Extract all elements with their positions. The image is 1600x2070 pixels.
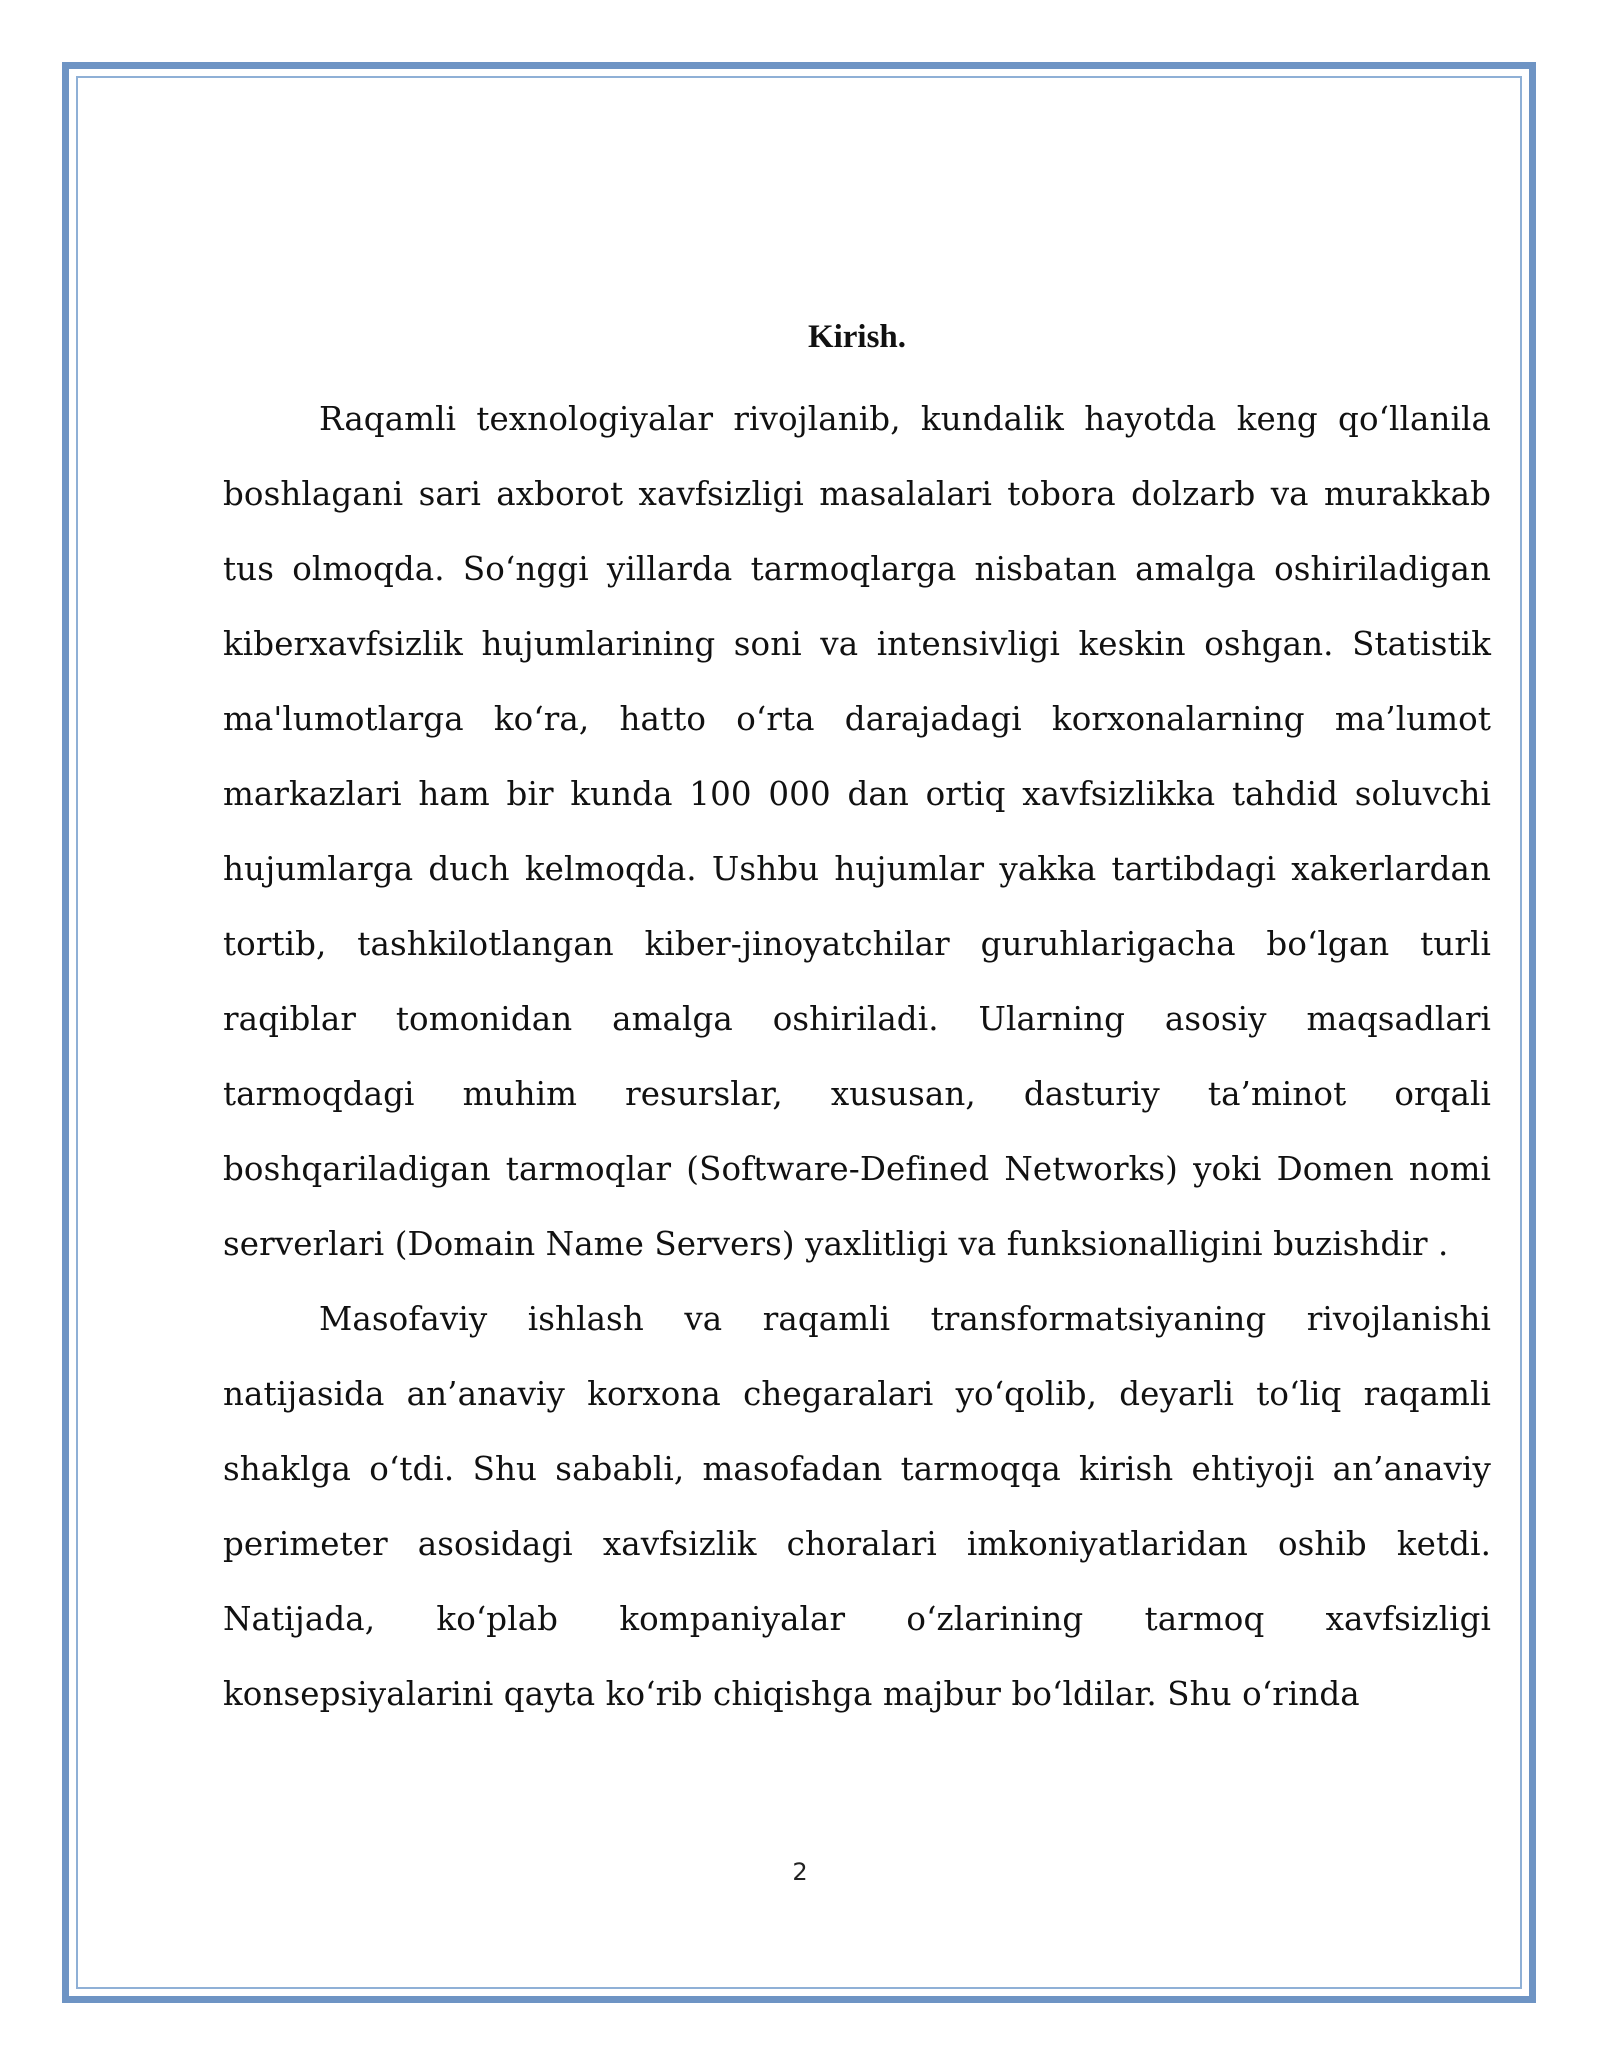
paragraph-2: Masofaviy ishlash va raqamli transformatsiyaning rivojlanishi natijasida an’anaviy korxona chegaralari yo‘qolib, deyarli to‘liq raqamli shaklga o‘tdi. Shu sababli, masofadan tarmoqqa kirish ehtiyoji an’anaviy perimeter asosidagi xavfsizlik choralari imkoniyatlaridan oshib ketdi. Natijada, ko‘plab kompaniyalar o‘zlarining tarmoq xavfsizligi konsepsiyalarini qayta ko‘rib chiqishga majbur bo‘ldilar. Shu o‘rinda [223, 1300, 1491, 1713]
document-body [223, 312, 1491, 1732]
paragraph-1: Raqamli texnologiyalar rivojlanib, kundalik hayotda keng qo‘llanila boshlagani sari axborot xavfsizligi masalalari tobora dolzarb va murakkab tus olmoqda. So‘nggi yillarda tarmoqlarga nisbatan amalga oshiriladigan kiberxavfsizlik hujumlarining soni va intensivligi keskin oshgan. Statistik ma'lumotlarga ko‘ra, hatto o‘rta darajadagi korxonalarning ma’lumot markazlari ham bir kunda 100 000 dan ortiq xavfsizlikka tahdid soluvchi hujumlarga duch kelmoqda. Ushbu hujumlar yakka tartibdagi xakerlardan tortib, tashkilotlangan kiber-jinoyatchilar guruhlarigacha bo‘lgan turli raqiblar tomonidan amalga oshiriladi. Ularning asosiy maqsadlari tarmoqdagi muhim resurslar, xususan, dasturiy ta’minot orqali boshqariladigan tarmoqlar (Software-Defined Networks) yoki Domen nomi serverlari (Domain Name Servers) yaxlitligi va funksionalligini buzishdir . [223, 400, 1491, 1263]
section-heading: Kirish. [807, 319, 907, 355]
page-number: 2 [792, 1858, 808, 1886]
